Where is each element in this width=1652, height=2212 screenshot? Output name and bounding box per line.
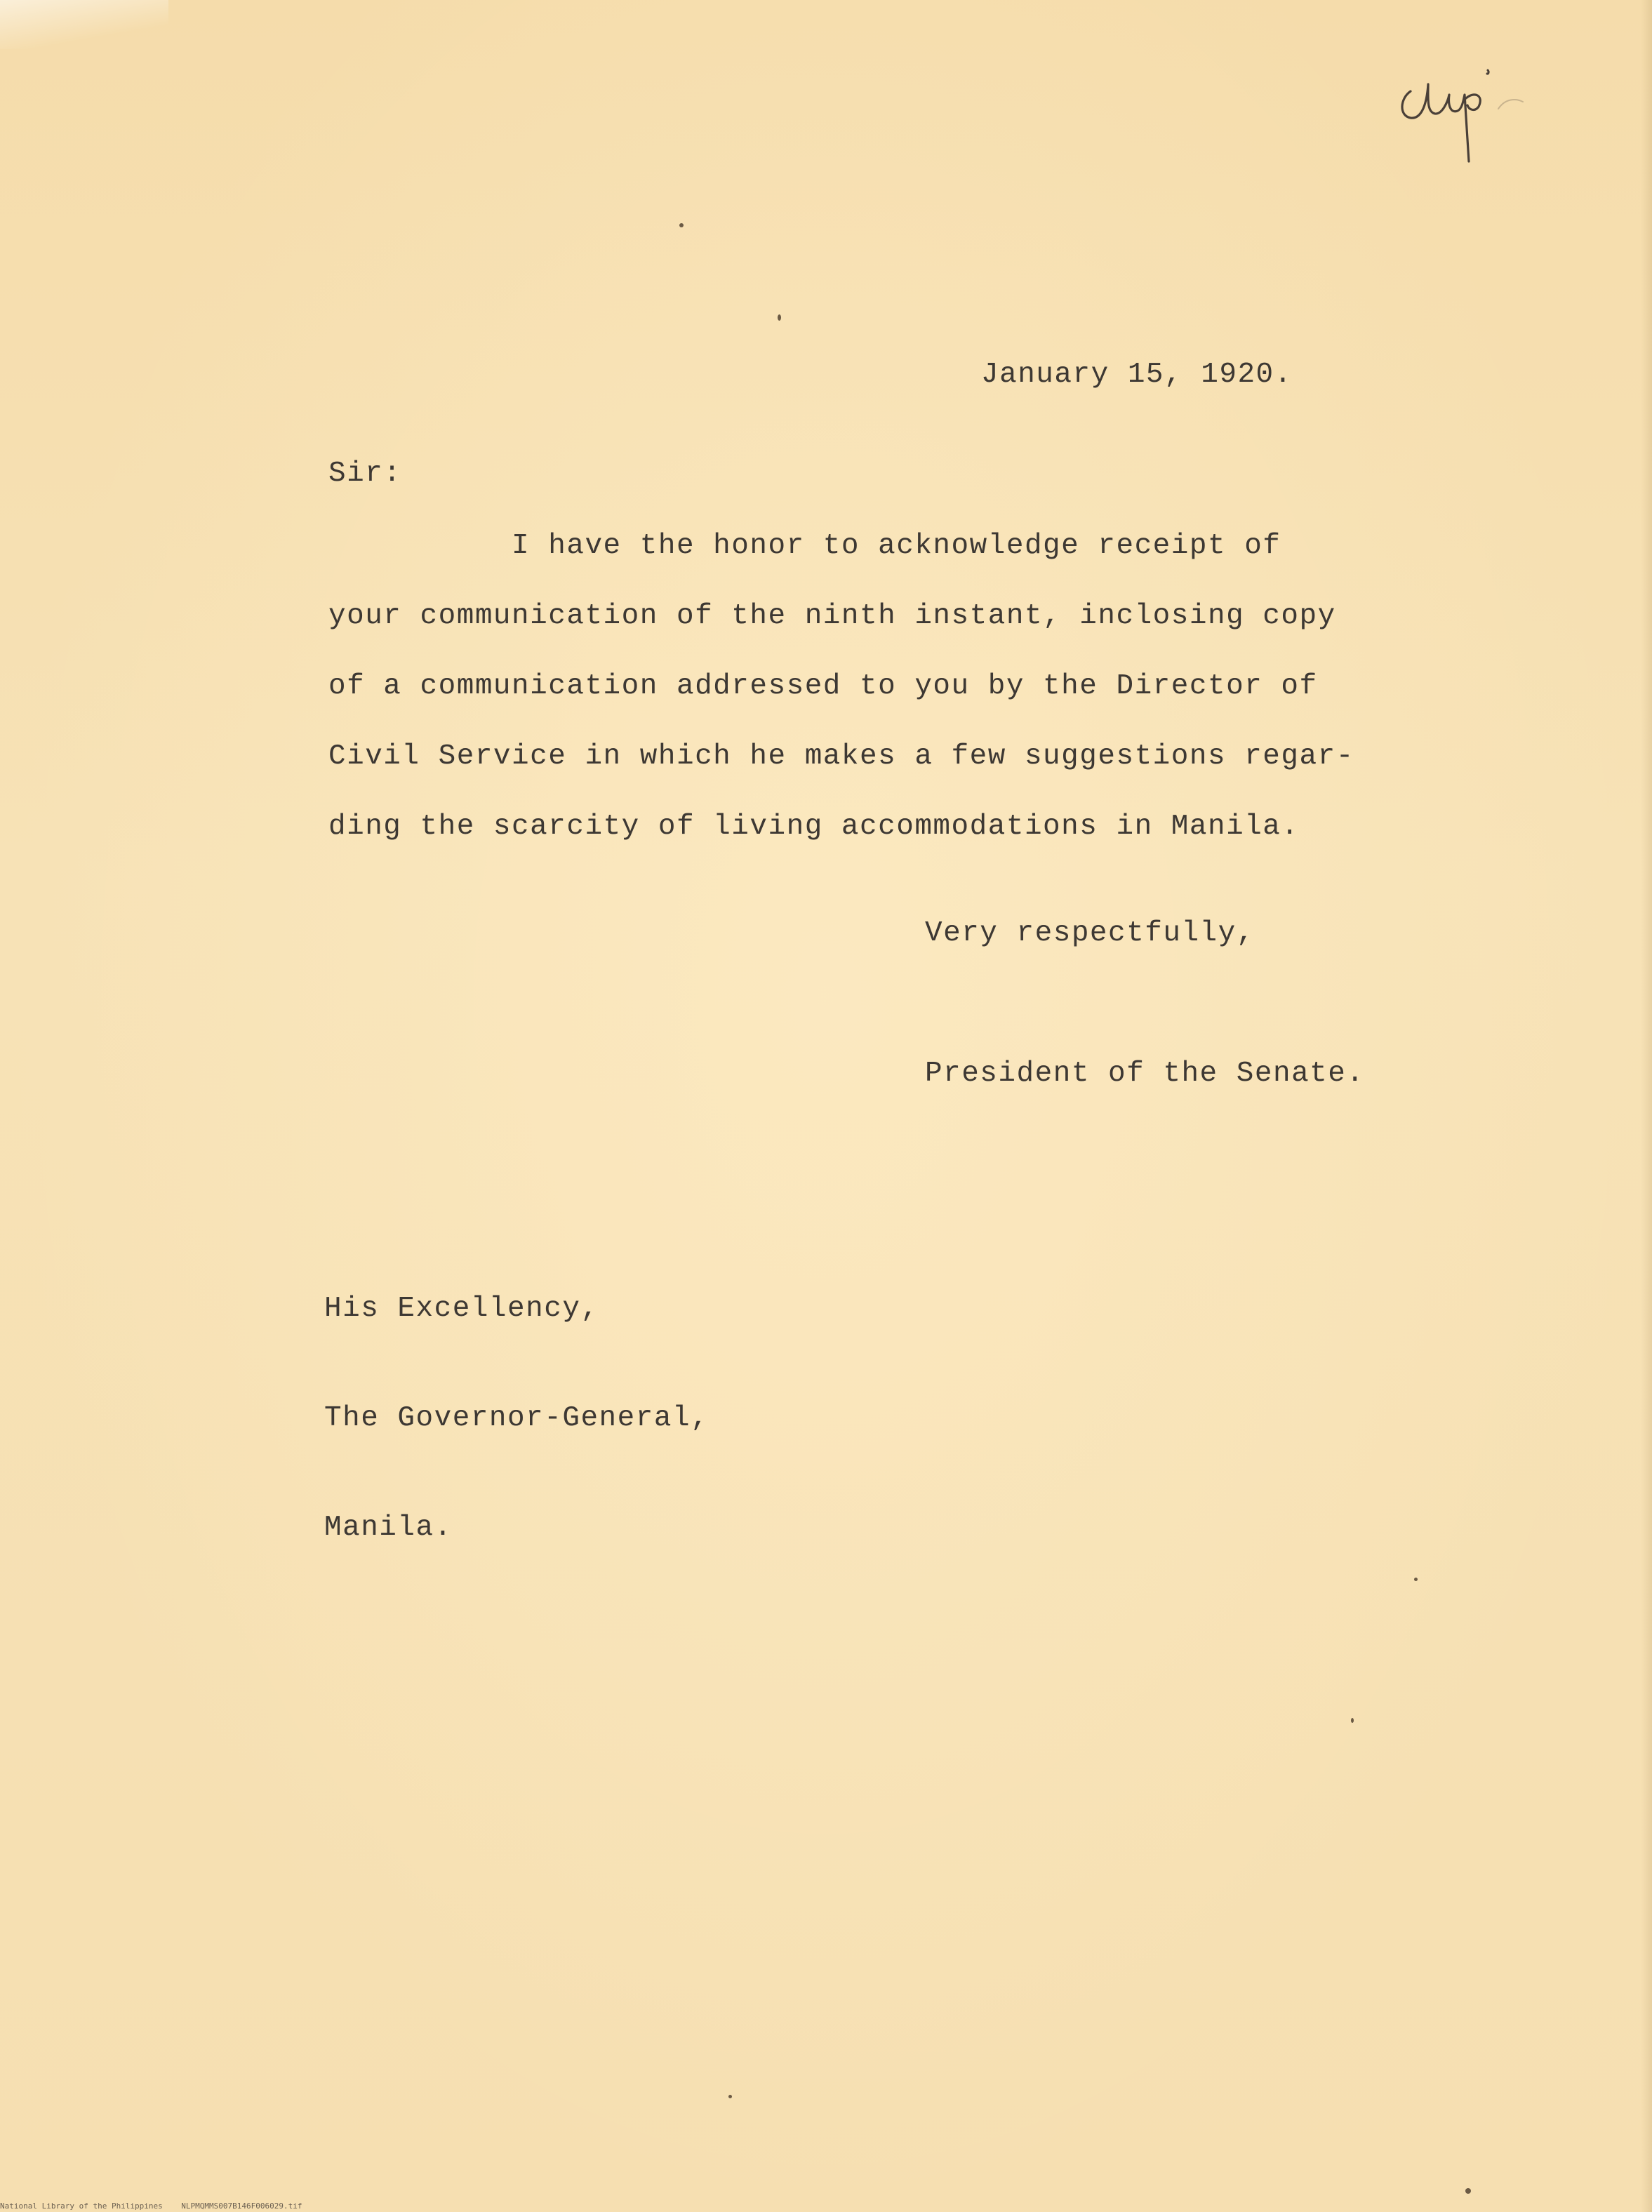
body-line: your communication of the ninth instant, inclosing copy <box>328 600 1336 632</box>
paper-speck <box>679 223 684 227</box>
paper-speck <box>1351 1718 1354 1723</box>
addressee-line: His Excellency, <box>324 1293 599 1325</box>
page-fold-shadow <box>0 0 168 49</box>
paper-speck <box>778 314 781 321</box>
paper-speck <box>728 2095 732 2098</box>
handwritten-dup-annotation <box>1386 42 1526 182</box>
archive-footer <box>0 2201 302 2211</box>
addressee-block <box>324 1218 709 1619</box>
addressee-line: The Governor-General, <box>324 1402 710 1434</box>
body-line: Civil Service in which he makes a few suggestions regar- <box>328 740 1354 773</box>
letter-closing: Very respectfully, <box>925 917 1255 950</box>
letter-date: January 15, 1920. <box>981 359 1293 391</box>
paper-speck <box>1414 1578 1418 1581</box>
body-line: ding the scarcity of living accommodations in Manila. <box>328 811 1300 843</box>
paper-speck <box>1465 2188 1471 2194</box>
archive-label: National Library of the Philippines <box>0 2201 163 2211</box>
body-line: I have the honor to acknowledge receipt of <box>328 530 1281 562</box>
page-edge-shadow <box>1641 0 1652 2212</box>
body-line: of a communication addressed to you by the Director of <box>328 670 1318 702</box>
signatory-title: President of the Senate. <box>925 1058 1365 1090</box>
archive-file-name: NLPMQMMS007B146F006029.tif <box>181 2201 302 2211</box>
addressee-line: Manila. <box>324 1512 453 1544</box>
letter-salutation: Sir: <box>328 458 402 490</box>
